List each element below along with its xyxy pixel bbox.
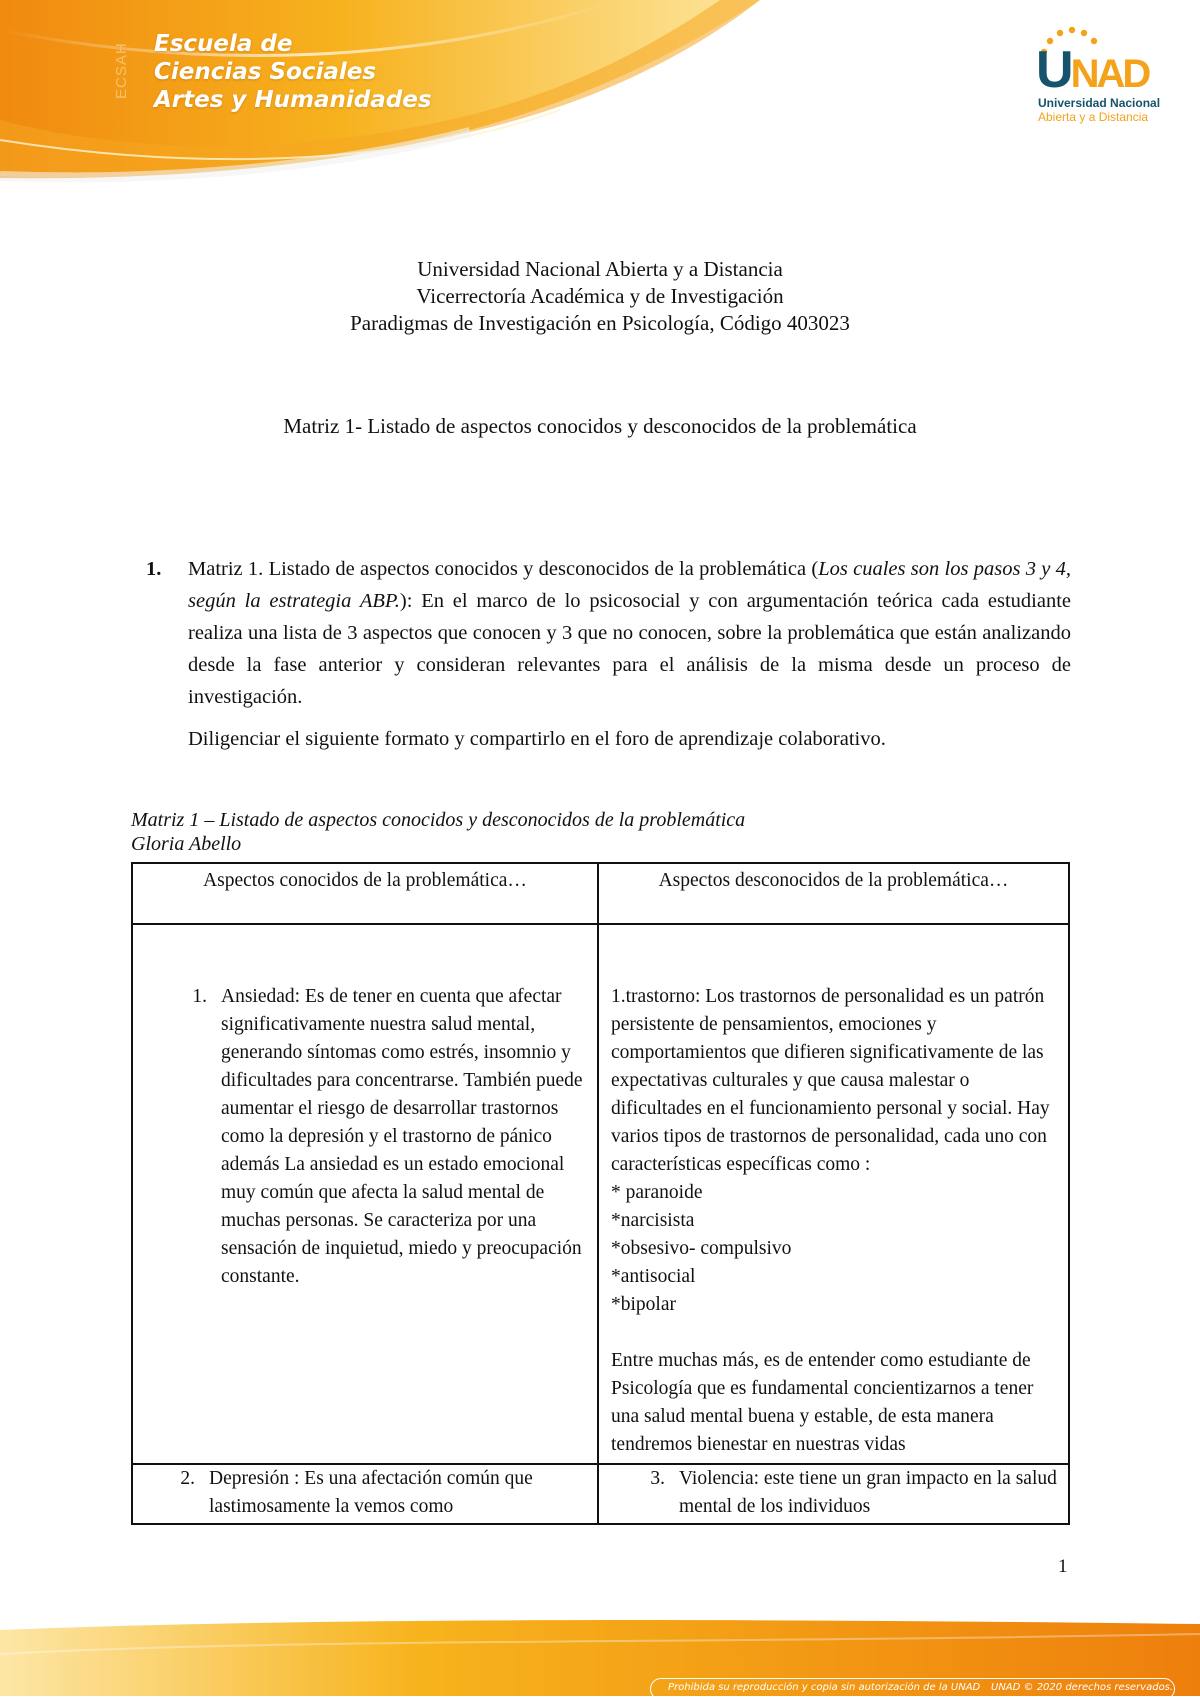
university-name: Universidad Nacional Abierta y a Distancia — [417, 257, 783, 281]
caption-author: Gloria Abello — [131, 833, 242, 855]
header-unknown: Aspectos desconocidos de la problemática… — [598, 863, 1069, 924]
section-1 — [146, 553, 1071, 713]
table-header-row — [132, 863, 1069, 924]
unknown-cell-1 — [598, 924, 1069, 1464]
logo-subtitle-2: Abierta y a Distancia — [1038, 110, 1149, 124]
instruction-text: Diligenciar el siguiente formato y compartirlo en el foro de aprendizaje colaborativo. — [188, 728, 886, 750]
list-number: 3. — [650, 1468, 665, 1489]
list-number: 1. — [192, 986, 207, 1007]
school-line-2: Ciencias Sociales — [154, 59, 377, 85]
known-aspect-text: Depresión : Es una afectación común que lastimosamente la vemos como — [209, 1468, 533, 1517]
footer-copyright-notice: Prohibida su reproducción y copia sin autorización de la UNAD — [668, 1682, 981, 1693]
school-line-1: Escuela de — [154, 31, 293, 57]
table-caption — [131, 808, 745, 856]
logo-subtitle-1: Universidad Nacional — [1038, 96, 1161, 110]
table-row — [132, 1464, 1069, 1524]
matrix-title: Matriz 1- Listado de aspectos conocidos y desconocidos de la problemática — [283, 414, 917, 438]
unad-logo — [1032, 26, 1162, 126]
table-row — [132, 924, 1069, 1464]
unknown-aspect-text: Violencia: este tiene un gran impacto en la salud mental de los individuos — [679, 1468, 1057, 1517]
personality-type: *antisocial — [611, 1266, 696, 1287]
unknown-aspect-text: 1.trastorno: Los trastornos de personalidad es un patrón persistente de pensamientos, emociones y comportamientos que difieren significativamente de las expectativas culturales y que causa malestar o dificultades en el funcionamiento personal y social. Hay varios tipos de trastornos de personalidad, cada uno con características específicas como : — [611, 986, 1050, 1175]
school-line-3: Artes y Humanidades — [154, 87, 432, 113]
list-item — [599, 1465, 1068, 1521]
caption-title: Matriz 1 – Listado de aspectos conocidos y desconocidos de la problemática — [131, 809, 746, 831]
personality-type: *narcisista — [611, 1210, 695, 1231]
course-name: Paradigmas de Investigación en Psicología, Código 403023 — [350, 311, 850, 335]
known-aspect-text: Ansiedad: Es de tener en cuenta que afectar significativamente nuestra salud mental, generando síntomas como estrés, insomnio y dificultades para concentrarse. También puede aumentar el riesgo de desarrollar trastornos como la depresión y el trastorno de pánico además La ansiedad es un estado emocional muy común que afecta la salud mental de muchas personas. Se caracteriza por una sensación de inquietud, miedo y preocupación constante. — [221, 986, 583, 1287]
personality-type: *obsesivo- compulsivo — [611, 1238, 792, 1259]
known-cell-2 — [132, 1464, 598, 1524]
school-name — [154, 30, 432, 114]
list-number: 2. — [180, 1468, 195, 1489]
ecsah-vertical-label: ECSAH — [113, 42, 130, 100]
footer-rights-notice: UNAD © 2020 derechos reservados. — [991, 1682, 1174, 1693]
vicerrectoria: Vicerrectoría Académica y de Investigación — [416, 284, 784, 308]
header-known: Aspectos conocidos de la problemática… — [132, 863, 598, 924]
unknown-closing-text: Entre muchas más, es de entender como estudiante de Psicología que es fundamental concientizarnos a tener una salud mental buena y estable, de esta manera tendremos bienestar en nuestras vidas — [611, 1350, 1034, 1455]
section-1-text: Matriz 1. Listado de aspectos conocidos y desconocidos de la problemática (Los cuales son los pasos 3 y 4, según la estrategia ABP.): En el marco de lo psicosocial y con argumentación teórica cada estudiante realiza una lista de 3 aspectos que conocen y 3 que no conocen, sobre la problemática que están analizando desde la fase anterior y consideran relevantes para el análisis de la misma desde un proceso de investigación. — [188, 558, 1071, 708]
page-number: 1 — [1058, 1556, 1068, 1577]
known-cell-1 — [132, 924, 598, 1464]
unknown-cell-3 — [598, 1464, 1069, 1524]
list-item — [145, 983, 587, 1291]
header-banner — [0, 0, 1200, 210]
personality-type: * paranoide — [611, 1182, 703, 1203]
list-item — [133, 1465, 597, 1521]
document-title-block — [0, 256, 1200, 337]
matrix-table — [131, 862, 1070, 1525]
personality-type: *bipolar — [611, 1294, 676, 1315]
section-number: 1. — [146, 558, 162, 580]
logo-wordmark: UNAD — [1036, 41, 1149, 99]
